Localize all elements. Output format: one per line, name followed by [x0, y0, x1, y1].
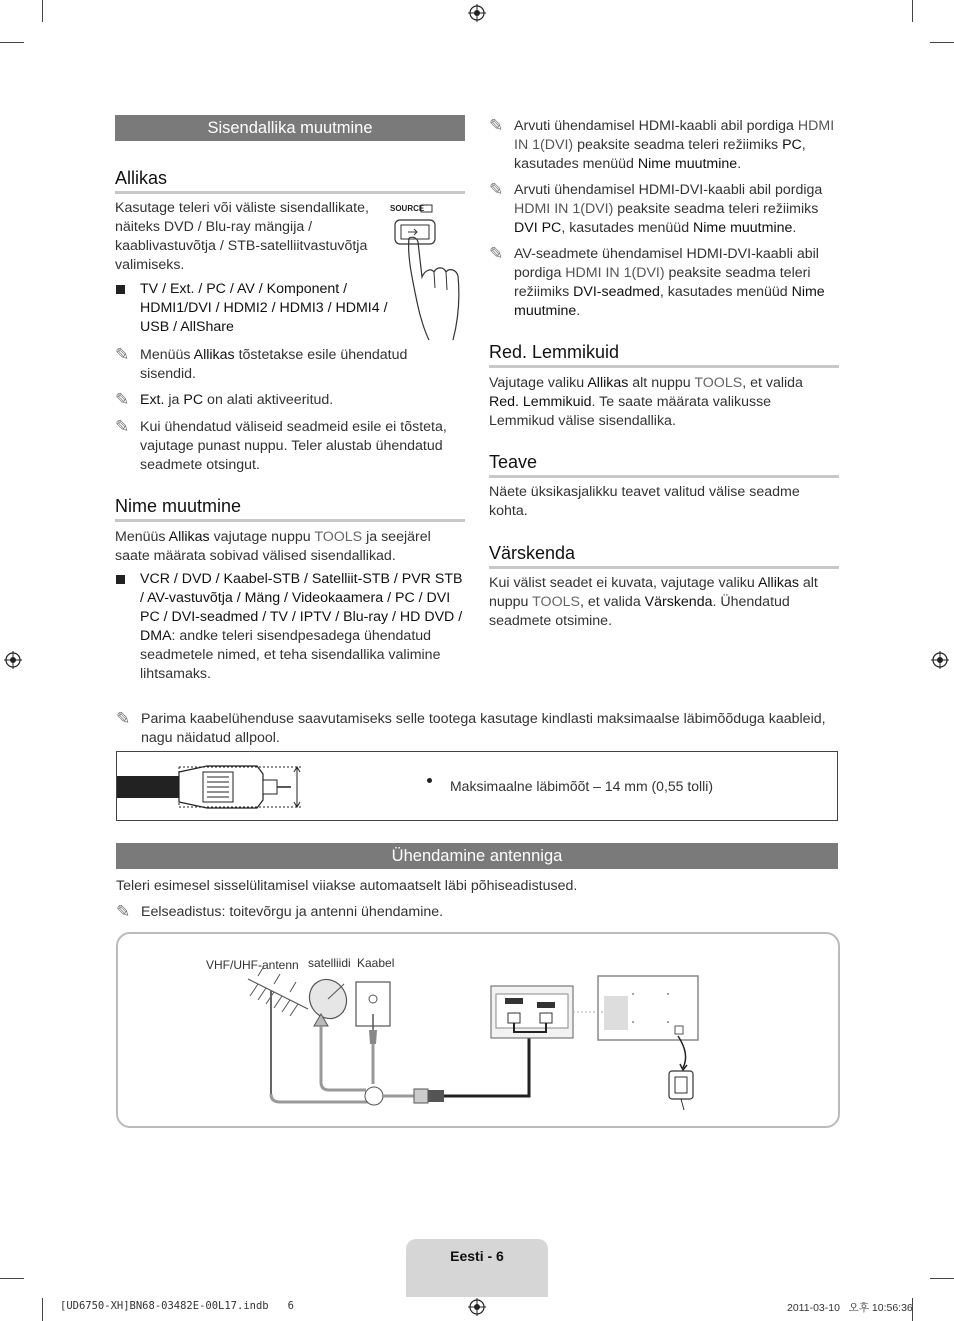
hdmi-note-1: ✎ Arvuti ühendamisel HDMI-kaabli abil pordiga HDMI IN 1(DVI) peaksite seadma teleri režiimiks PC, kasutades menüüd Nime muutmine. — [489, 116, 835, 172]
cable-note: ✎ Parima kaabelühenduse saavutamiseks selle tootega kasutage kindlasti maksimaalse läbimõõduga kaableid, nagu näidatud allpool. — [116, 709, 826, 746]
antenna-diagram-box — [116, 932, 840, 1128]
pencil-icon: ✎ — [115, 390, 130, 409]
varskenda-text: Kui välist seadet ei kuvata, vajutage valiku Allikas alt nuppu TOOLS, et valida Värskenda. Ühendatud seadmete otsimine. — [489, 575, 818, 629]
red-lemmikuid-text: Vajutage valiku Allikas alt nuppu TOOLS, et valida Red. Lemmikuid. Te saate määrata valikusse Lemmikud välise sisendallika. — [489, 375, 803, 429]
vhf-antenna-icon — [248, 966, 308, 1094]
heading-nime-muutmine: Nime muutmine — [115, 496, 465, 522]
pencil-icon: ✎ — [116, 902, 131, 921]
pencil-icon: ✎ — [489, 180, 504, 199]
allikas-bullet — [115, 280, 402, 337]
allikas-note-1: ✎ Menüüs Allikas tõstetakse esile ühendatud sisendid. — [115, 345, 408, 382]
page-number: Eesti - 6 — [450, 1248, 504, 1264]
antenna-intro: Teleri esimesel sisselülitamisel viiakse automaatselt läbi põhiseadistused. — [116, 878, 578, 894]
tv-antenna-input-panel — [491, 986, 573, 1038]
registration-mark-right — [931, 651, 949, 669]
registration-mark-top — [468, 4, 486, 22]
nime-intro: Menüüs Allikas vajutage nuppu TOOLS ja seejärel saate määrata sobivad välised sisendallikad. — [115, 529, 431, 564]
pencil-icon: ✎ — [489, 116, 504, 135]
cable-wall-socket-icon — [356, 982, 390, 1044]
pencil-icon: ✎ — [489, 244, 504, 263]
allikas-intro: Kasutage teleri või väliste sisendallikate, näiteks DVD / Blu-ray mängija / kaablivastuvõtja / STB-satelliitvastuvõtja valimiseks. — [115, 200, 369, 273]
tv-rear-icon — [573, 976, 698, 1110]
label-cable: Kaabel — [357, 956, 395, 970]
pencil-icon: ✎ — [116, 709, 131, 728]
bullet-square — [116, 285, 125, 294]
registration-mark-bottom — [468, 1298, 486, 1316]
nime-bullet: VCR / DVD / Kaabel-STB / Satelliit-STB / PVR STB / AV-vastuvõtja / Mäng / Videokaamera / PC / DVI PC / DVI-seadmed / TV / IPTV / Blu-ray / HD DVD / DMA: andke teleri sisendpesadega ühendatud seadmetele nimed, et teha sisendallika valimine lihtsamaks. — [115, 570, 465, 684]
pencil-icon: ✎ — [115, 345, 130, 364]
file-info: [UD6750-XH]BN68-03482E-00L17.indb 6 — [60, 1300, 294, 1312]
label-satellite: satelliidi — [308, 956, 351, 970]
antenna-note: ✎ Eelseadistus: toitevõrgu ja antenni ühendamine. — [116, 902, 444, 921]
source-label: SOURCE — [390, 204, 425, 213]
heading-varskenda: Värskenda — [489, 543, 839, 569]
teave-text: Näete üksikasjalikku teavet valitud välise seadme kohta. — [489, 484, 800, 519]
hdmi-note-2: ✎ Arvuti ühendamisel HDMI-DVI-kaabli abil pordiga HDMI IN 1(DVI) peaksite seadma teleri režiimiks DVI PC, kasutades menüüd Nime muutmine. — [489, 180, 823, 236]
section-title-antenna: Ühendamine antenniga — [116, 843, 838, 869]
antenna-connection-diagram — [118, 934, 838, 1126]
allikas-source-list: TV / Ext. / PC / AV / Komponent / HDMI1/DVI / HDMI2 / HDMI3 / HDMI4 / USB / AllShare — [140, 281, 388, 335]
cable-connector-illustration — [117, 752, 317, 820]
pencil-icon: ✎ — [115, 417, 130, 436]
heading-teave: Teave — [489, 452, 839, 478]
bullet-square — [116, 575, 125, 584]
cable-spec-box — [116, 751, 838, 821]
hdmi-note-3: ✎ AV-seadmete ühendamisel HDMI-DVI-kaabli abil pordiga HDMI IN 1(DVI) peaksite seadma teleri režiimiks DVI-seadmed, kasutades menüüd Nime muutmine. — [489, 244, 825, 319]
heading-red-lemmikuid: Red. Lemmikuid — [489, 342, 839, 368]
allikas-note-3: ✎ Kui ühendatud väliseid seadmeid esile ei tõsteta, vajutage punast nuppu. Teler alustab ühendatud seadmete otsingut. — [115, 417, 447, 473]
section-title-input-source: Sisendallika muutmine — [115, 115, 465, 141]
label-vhf-uhf-antenna: VHF/UHF-antenn — [206, 958, 299, 972]
cable-spec-text: Maksimaalne läbimõõt – 14 mm (0,55 tolli) — [450, 778, 713, 794]
satellite-dish-icon — [302, 973, 353, 1026]
registration-mark-left — [4, 651, 22, 669]
print-timestamp: 2011-03-10 오후 10:56:36 — [787, 1302, 913, 1314]
allikas-note-2: ✎ Ext. ja PC on alati aktiveeritud. — [115, 390, 334, 409]
heading-allikas: Allikas — [115, 168, 465, 194]
bullet-dot — [427, 778, 432, 783]
